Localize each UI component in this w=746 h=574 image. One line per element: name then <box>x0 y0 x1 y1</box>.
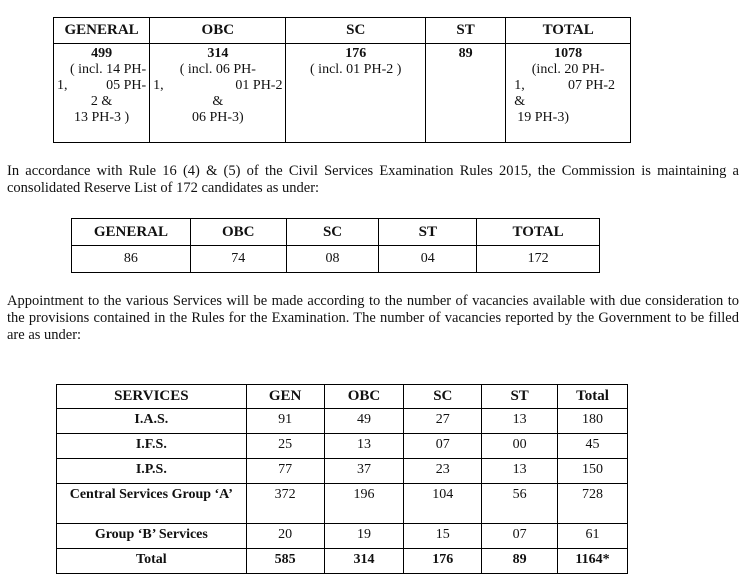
service-name: Group ‘B’ Services <box>57 524 247 549</box>
obc-value: 13 <box>324 434 404 459</box>
obc-value: 196 <box>324 484 404 524</box>
recommended-candidates-table <box>53 17 631 143</box>
general-breakdown-line1: ( incl. 14 PH- <box>69 62 147 77</box>
header-total: TOTAL <box>477 219 600 246</box>
gen-value: 25 <box>246 434 324 459</box>
header-sc: SC <box>286 18 425 44</box>
gen-value: 20 <box>246 524 324 549</box>
cell-st <box>425 44 505 143</box>
cell-obc <box>150 44 286 143</box>
obc-value: 37 <box>324 459 404 484</box>
obc-ph2: 01 PH-2 <box>235 78 283 93</box>
header-services: SERVICES <box>57 385 247 409</box>
total-breakdown-line4: 19 PH-3) <box>517 110 569 125</box>
table-row <box>57 434 628 459</box>
st-value: 13 <box>482 459 558 484</box>
service-name: I.F.S. <box>57 434 247 459</box>
st-count: 89 <box>458 46 473 61</box>
table-total-row <box>57 549 628 574</box>
obc-value: 314 <box>324 549 404 574</box>
header-obc: OBC <box>150 18 286 44</box>
cell-total <box>506 44 631 143</box>
sc-value: 104 <box>404 484 482 524</box>
header-total: TOTAL <box>506 18 631 44</box>
total-value: 180 <box>558 409 628 434</box>
st-value: 56 <box>482 484 558 524</box>
gen-value: 372 <box>246 484 324 524</box>
total-value: 728 <box>558 484 628 524</box>
sc-count: 176 <box>345 46 367 61</box>
table-row <box>57 484 628 524</box>
obc-value: 19 <box>324 524 404 549</box>
table-row <box>57 524 628 549</box>
header-sc: SC <box>286 219 379 246</box>
vacancies-paragraph: Appointment to the various Services will be made according to the number of vacancies available with due consideration to the provisions contained in the Rules for the Examination. The number of vacancies reported by the Government to be filled are as under: <box>7 293 739 343</box>
header-total: Total <box>558 385 628 409</box>
header-obc: OBC <box>190 219 286 246</box>
general-count: 499 <box>91 46 113 61</box>
general-ph1: 1, <box>57 78 68 93</box>
sc-value: 07 <box>404 434 482 459</box>
sc-value: 176 <box>404 549 482 574</box>
reserve-st: 04 <box>379 246 477 273</box>
obc-breakdown-line3: & <box>212 94 224 109</box>
table-row <box>54 44 631 143</box>
header-sc: SC <box>404 385 482 409</box>
table-header-row <box>72 219 600 246</box>
vacancies-table <box>56 384 628 574</box>
header-st: ST <box>482 385 558 409</box>
obc-value: 49 <box>324 409 404 434</box>
general-ph2: 05 PH- <box>106 78 147 93</box>
total-value: 150 <box>558 459 628 484</box>
service-name: Central Services Group ‘A’ <box>57 484 247 524</box>
reserve-general: 86 <box>72 246 191 273</box>
reserve-list-paragraph: In accordance with Rule 16 (4) & (5) of the Civil Services Examination Rules 2015, the Commission is maintaining a consolidated Reserve List of 172 candidates as under: <box>7 163 739 196</box>
sc-value: 27 <box>404 409 482 434</box>
reserve-total: 172 <box>477 246 600 273</box>
general-breakdown-line2 <box>57 78 146 94</box>
obc-ph1: 1, <box>153 78 164 93</box>
obc-breakdown-line1: ( incl. 06 PH- <box>179 62 256 77</box>
service-name: Total <box>57 549 247 574</box>
sc-value: 23 <box>404 459 482 484</box>
header-obc: OBC <box>324 385 404 409</box>
obc-breakdown-line2 <box>153 78 282 94</box>
header-general: GENERAL <box>72 219 191 246</box>
table-header-row <box>57 385 628 409</box>
table-header-row <box>54 18 631 44</box>
st-value: 00 <box>482 434 558 459</box>
total-value: 1164* <box>558 549 628 574</box>
cell-general <box>54 44 150 143</box>
cell-sc <box>286 44 425 143</box>
gen-value: 585 <box>246 549 324 574</box>
service-name: I.P.S. <box>57 459 247 484</box>
st-value: 07 <box>482 524 558 549</box>
table-row <box>57 409 628 434</box>
total-breakdown-line2 <box>509 78 627 94</box>
gen-value: 77 <box>246 459 324 484</box>
general-breakdown-line3: 2 & <box>90 94 113 109</box>
service-name: I.A.S. <box>57 409 247 434</box>
st-value: 89 <box>482 549 558 574</box>
total-count: 1078 <box>554 46 583 61</box>
total-value: 45 <box>558 434 628 459</box>
total-ph1: 1, <box>514 78 525 93</box>
general-breakdown-line4: 13 PH-3 ) <box>73 110 130 125</box>
total-breakdown-line1: (incl. 20 PH- <box>531 62 605 77</box>
header-general: GENERAL <box>54 18 150 44</box>
header-st: ST <box>379 219 477 246</box>
header-st: ST <box>425 18 505 44</box>
obc-breakdown-line4: 06 PH-3) <box>191 110 244 125</box>
total-value: 61 <box>558 524 628 549</box>
sc-breakdown-line1: ( incl. 01 PH-2 ) <box>310 62 402 77</box>
sc-value: 15 <box>404 524 482 549</box>
header-gen: GEN <box>246 385 324 409</box>
reserve-list-table <box>71 218 600 273</box>
table-row <box>72 246 600 273</box>
reserve-sc: 08 <box>286 246 379 273</box>
gen-value: 91 <box>246 409 324 434</box>
total-ph2: 07 PH-2 <box>567 78 615 93</box>
table-row <box>57 459 628 484</box>
reserve-obc: 74 <box>190 246 286 273</box>
obc-count: 314 <box>207 46 229 61</box>
total-breakdown-line3: & <box>514 94 526 109</box>
st-value: 13 <box>482 409 558 434</box>
